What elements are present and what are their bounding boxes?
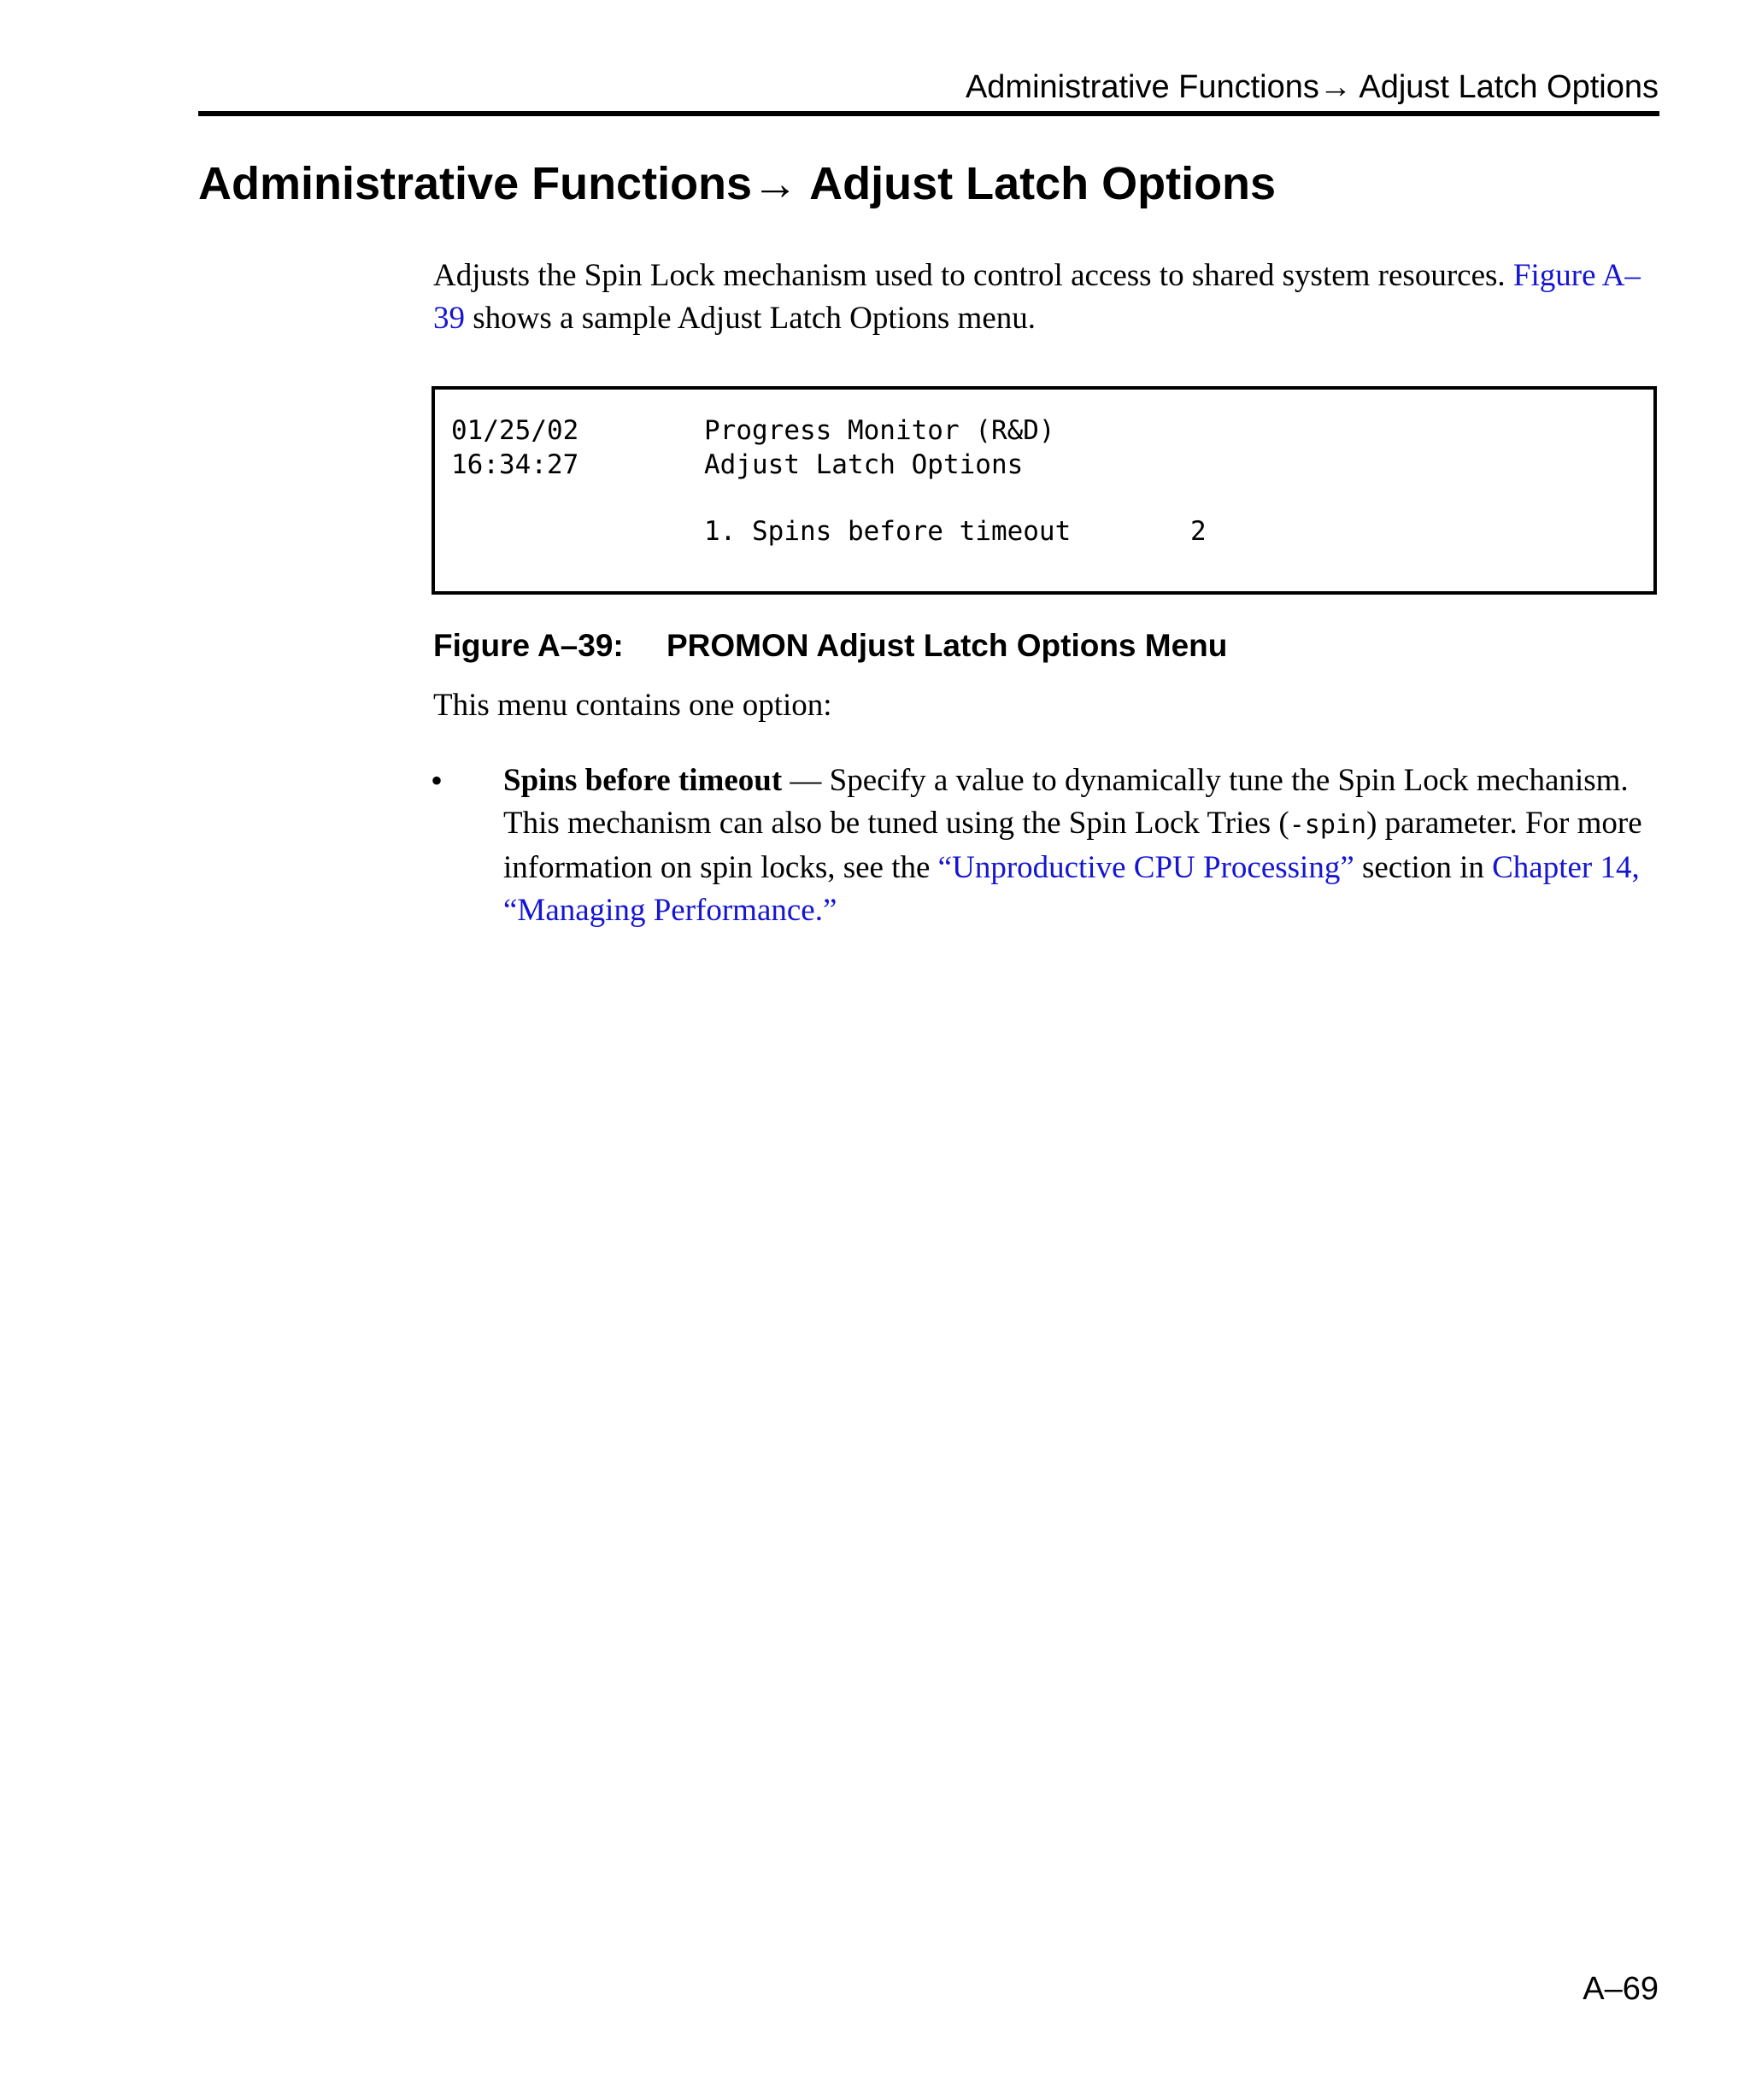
page-title-section: Administrative Functions xyxy=(198,158,753,209)
spin-parameter-code: -spin xyxy=(1289,810,1367,840)
screen-date: 01/25/02 xyxy=(451,415,579,446)
promon-screen-figure xyxy=(432,386,1657,595)
screen-menu-title: Adjust Latch Options xyxy=(704,449,1024,480)
bullet-item-spins-before-timeout xyxy=(503,760,1662,932)
unproductive-cpu-processing-link[interactable]: “Unproductive CPU Processing” xyxy=(937,850,1354,885)
screen-time: 16:34:27 xyxy=(451,449,579,480)
intro-text-after: shows a sample Adjust Latch Options menu. xyxy=(465,301,1036,336)
running-head xyxy=(966,67,1659,108)
bullet-text-3: section in xyxy=(1354,850,1493,885)
contains-paragraph: This menu contains one option: xyxy=(433,688,832,723)
figure-a39-link[interactable]: Figure A–39 xyxy=(433,258,1641,336)
screen-app-title: Progress Monitor (R&D) xyxy=(704,415,1055,446)
chapter-14-link[interactable]: Chapter 14, “Managing Performance.” xyxy=(503,850,1640,928)
figure-label: Figure A–39: xyxy=(433,628,624,663)
running-head-arrow: → xyxy=(1318,69,1352,105)
bullet-icon: • xyxy=(431,761,443,800)
figure-caption-text: PROMON Adjust Latch Options Menu xyxy=(667,628,1228,663)
page-title-arrow: → xyxy=(752,158,799,209)
page-number: A–69 xyxy=(1583,1971,1659,2007)
screen-option-label: 1. Spins before timeout xyxy=(704,516,1072,547)
page-title xyxy=(198,155,1276,212)
figure-caption xyxy=(433,625,1227,666)
bullet-term: Spins before timeout xyxy=(503,763,783,798)
screen-option-value: 2 xyxy=(1190,516,1207,547)
header-rule xyxy=(198,111,1659,116)
bullet-text-1: — Specify a value to dynamically tune the Spin Lock mechanism. This mechanism can also be tuned using the Spin Lock Tries ( xyxy=(503,763,1629,841)
intro-text-before: Adjusts the Spin Lock mechanism used to control access to shared system resources. xyxy=(433,258,1513,293)
running-head-topic: Adjust Latch Options xyxy=(1351,69,1659,105)
intro-paragraph xyxy=(433,255,1664,340)
page-title-topic: Adjust Latch Options xyxy=(798,158,1277,209)
running-head-section: Administrative Functions xyxy=(965,69,1319,105)
bullet-text-2: ) parameter. For more information on spin locks, see the xyxy=(503,806,1642,885)
